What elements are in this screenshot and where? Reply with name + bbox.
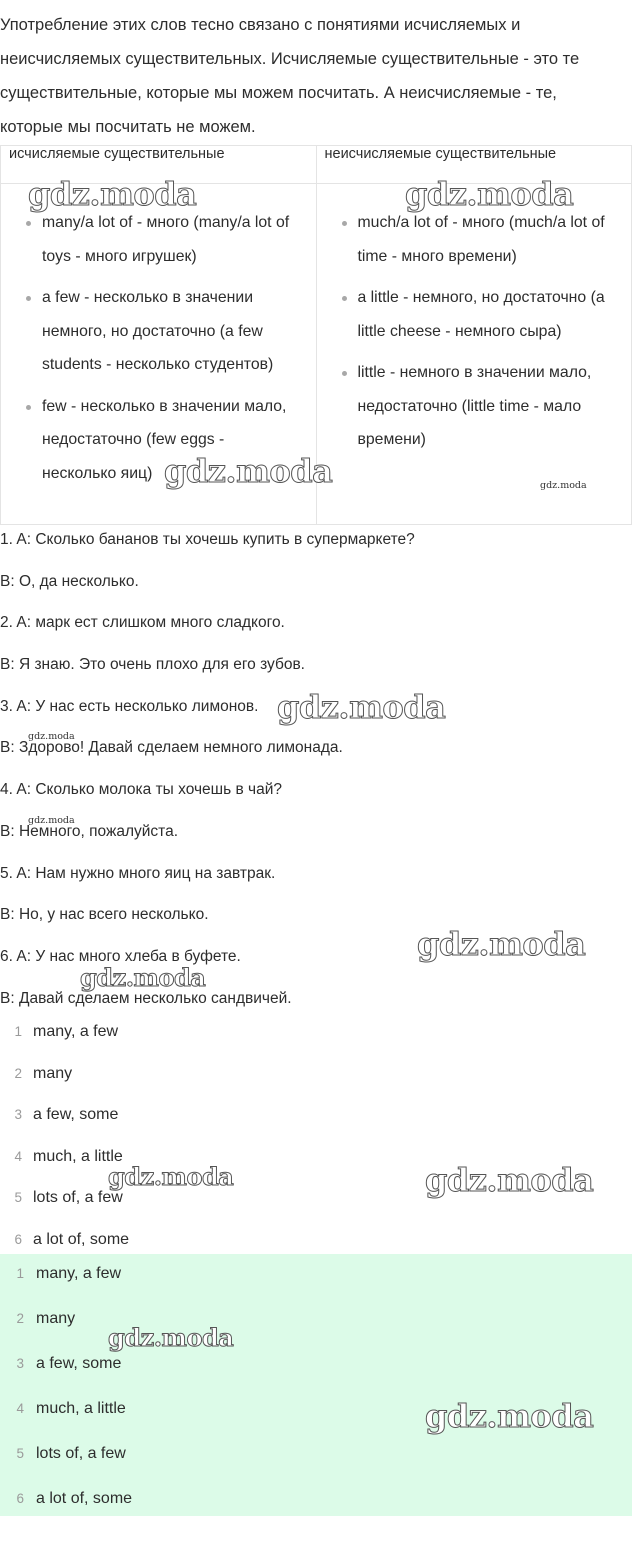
answer-number: 3 bbox=[16, 1356, 24, 1371]
answer-item bbox=[0, 1094, 632, 1136]
watermark: gdz.moda bbox=[28, 175, 197, 213]
answer-number: 6 bbox=[14, 1231, 22, 1247]
comparison-table bbox=[0, 145, 632, 525]
answer-item bbox=[0, 1177, 632, 1219]
list-item: little - немного в значении мало, недостаточно (little time - мало времени) bbox=[339, 356, 618, 457]
answer-number: 4 bbox=[16, 1401, 24, 1416]
answer-text: many bbox=[33, 1064, 73, 1082]
answer-text: lots of, a few bbox=[36, 1445, 126, 1462]
watermark: gdz.moda bbox=[28, 731, 75, 742]
watermark: gdz.moda bbox=[277, 688, 446, 726]
answer-item bbox=[0, 1344, 632, 1389]
dialog-line: 4. A: Сколько молока ты хочешь в чай? bbox=[0, 781, 283, 799]
answer-item bbox=[0, 1053, 632, 1095]
watermark: gdz.moda bbox=[540, 480, 587, 491]
answer-text: many, a few bbox=[33, 1023, 119, 1040]
answer-item bbox=[0, 1011, 632, 1053]
answer-text: a few, some bbox=[33, 1106, 119, 1124]
answer-text: a few, some bbox=[36, 1355, 122, 1372]
list-item: much/a lot of - много (much/a lot of time - много времени) bbox=[339, 206, 618, 273]
answer-number: 2 bbox=[16, 1311, 24, 1326]
answer-number: 1 bbox=[14, 1024, 22, 1039]
watermark: gdz.moda bbox=[405, 175, 574, 213]
watermark: gdz.moda bbox=[417, 925, 586, 963]
answer-item bbox=[0, 1389, 632, 1434]
header-uncountable: неисчисляемые существительные bbox=[316, 146, 632, 184]
dialog-line: 5. A: Нам нужно много яиц на завтрак. bbox=[0, 864, 276, 882]
intro-line: неисчисляемых существительных. Исчисляемые существительные - это те bbox=[0, 50, 580, 68]
watermark: gdz.moda bbox=[80, 963, 206, 992]
intro-line: Употребление этих слов тесно связано с понятиями исчисляемых и bbox=[0, 16, 521, 34]
answer-number: 6 bbox=[16, 1491, 24, 1506]
intro-paragraph bbox=[0, 8, 620, 144]
answer-number: 2 bbox=[14, 1065, 22, 1081]
answer-item bbox=[0, 1299, 632, 1344]
highlighted-answer-list bbox=[0, 1254, 632, 1516]
list-item: few - несколько в значении мало, недостаточно (few eggs - несколько яиц) bbox=[23, 390, 302, 491]
list-item: a few - несколько в значении немного, но достаточно (a few students - несколько студентов) bbox=[23, 281, 302, 382]
dialog-translation bbox=[0, 525, 632, 1025]
dialog-line: B: Здорово! Давай сделаем немного лимонада. bbox=[0, 739, 343, 757]
watermark: gdz.moda bbox=[28, 815, 75, 826]
uncountable-list bbox=[317, 184, 632, 457]
answer-number: 3 bbox=[14, 1107, 22, 1123]
dialog-line: B: Немного, пожалуйста. bbox=[0, 822, 179, 840]
dialog-line: B: Давай сделаем несколько сандвичей. bbox=[0, 989, 292, 1007]
answer-text: many bbox=[36, 1310, 76, 1327]
answer-text: many, a few bbox=[36, 1265, 122, 1282]
answer-number: 5 bbox=[14, 1190, 22, 1206]
list-item: many/a lot of - много (many/a lot of toys - много игрушек) bbox=[23, 206, 302, 273]
dialog-line: B: O, да несколько. bbox=[0, 572, 139, 590]
countable-cell bbox=[1, 184, 317, 525]
dialog-line: B: Но, у нас всего несколько. bbox=[0, 906, 209, 924]
answer-item bbox=[0, 1479, 632, 1524]
intro-line: существительные, которые мы можем посчитать. А неисчисляемые - те, bbox=[0, 84, 557, 102]
answer-text: much, a little bbox=[33, 1147, 123, 1165]
dialog-line: 3. A: У нас есть несколько лимонов. bbox=[0, 697, 259, 715]
answer-item bbox=[0, 1254, 632, 1299]
countable-list bbox=[1, 184, 316, 490]
watermark: gdz.moda bbox=[108, 1323, 234, 1352]
header-countable: исчисляемые существительные bbox=[1, 146, 317, 184]
watermark: gdz.moda bbox=[425, 1161, 594, 1199]
answer-text: much, a little bbox=[36, 1400, 126, 1417]
answer-text: a lot of, some bbox=[36, 1490, 133, 1507]
dialog-line: 6. A: У нас много хлеба в буфете. bbox=[0, 947, 241, 965]
list-item: a little - немного, но достаточно (a little cheese - немного сыра) bbox=[339, 281, 618, 348]
answer-number: 1 bbox=[16, 1266, 24, 1281]
answer-item bbox=[0, 1434, 632, 1479]
dialog-line: 2. A: марк ест слишком много сладкого. bbox=[0, 614, 285, 632]
answer-number: 4 bbox=[14, 1148, 22, 1164]
watermark: gdz.moda bbox=[108, 1162, 234, 1191]
answer-item bbox=[0, 1136, 632, 1178]
answer-text: a lot of, some bbox=[33, 1230, 130, 1248]
answer-list bbox=[0, 1011, 632, 1261]
intro-line: которые мы посчитать не можем. bbox=[0, 118, 256, 136]
answer-number: 5 bbox=[16, 1446, 24, 1461]
watermark: gdz.moda bbox=[425, 1397, 594, 1435]
watermark: gdz.moda bbox=[164, 452, 333, 490]
uncountable-cell bbox=[316, 184, 632, 525]
dialog-line: 1. A: Сколько бананов ты хочешь купить в супермаркете? bbox=[0, 531, 415, 548]
answer-text: lots of, a few bbox=[33, 1189, 123, 1207]
dialog-line: B: Я знаю. Это очень плохо для его зубов. bbox=[0, 656, 305, 674]
